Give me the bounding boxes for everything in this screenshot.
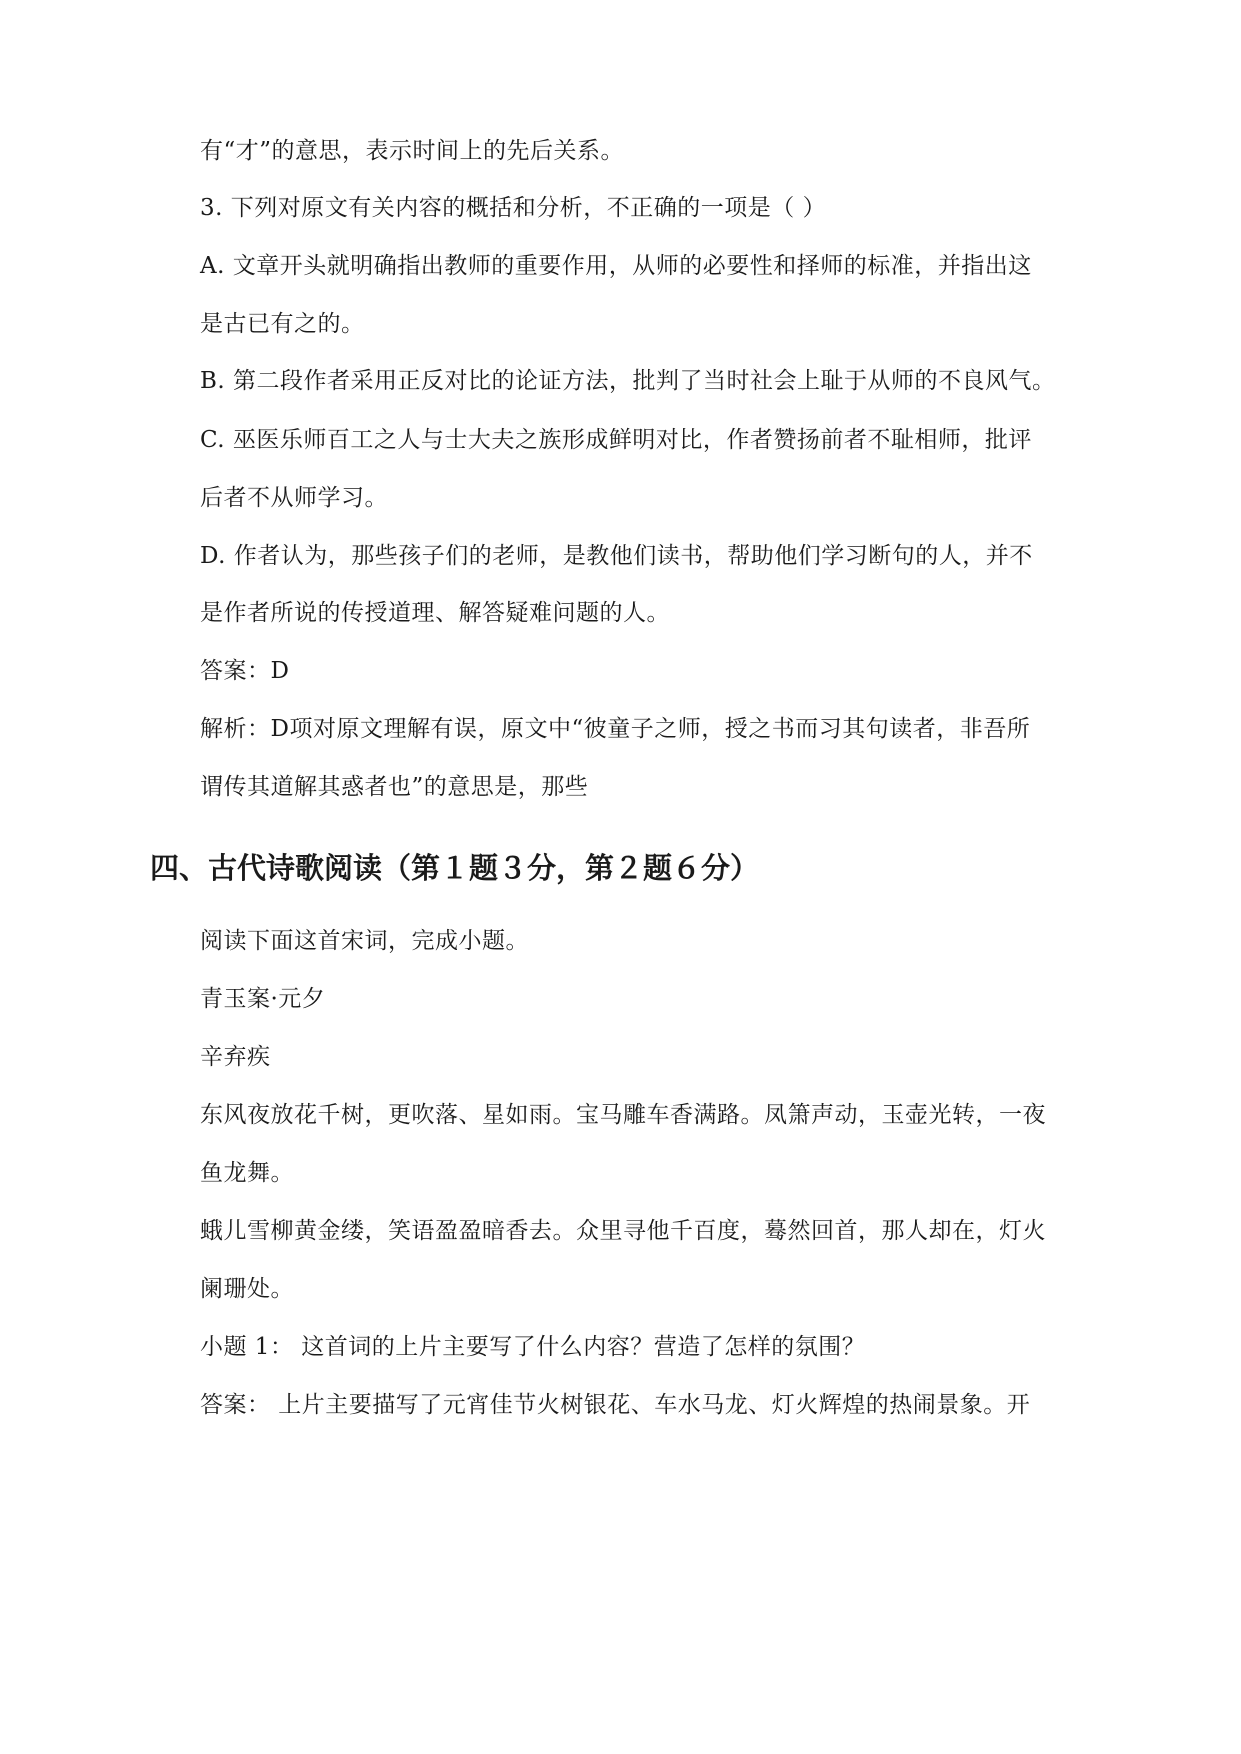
poem-title: 青玉案·元夕 — [200, 986, 326, 1012]
poem-line: 阑珊处。 — [200, 1276, 294, 1302]
subquestion-1-answer: 答案： 上片主要描写了元宵佳节火树银花、车水马龙、灯火辉煌的热闹景象。开 — [200, 1392, 1031, 1418]
option-c: C. 巫医乐师百工之人与士大夫之族形成鲜明对比，作者赞扬前者不耻相师，批评 — [200, 427, 1032, 453]
poem-line: 蛾儿雪柳黄金缕，笑语盈盈暗香去。众里寻他千百度，蓦然回首，那人却在，灯火 — [200, 1218, 1046, 1244]
answer-line: 答案：D — [200, 658, 290, 684]
option-a-continued: 是古已有之的。 — [200, 311, 365, 337]
section-heading: 四、古代诗歌阅读（第１题３分，第２题６分） — [150, 851, 760, 885]
poem-line: 东风夜放花千树，更吹落、星如雨。宝马雕车香满路。凤箫声动，玉壶光转，一夜 — [200, 1102, 1046, 1128]
analysis-line-continued: 谓传其道解其惑者也”的意思是，那些 — [200, 774, 589, 800]
option-c-continued: 后者不从师学习。 — [200, 485, 388, 511]
poem-author: 辛弃疾 — [200, 1044, 271, 1070]
option-d-continued: 是作者所说的传授道理、解答疑难问题的人。 — [200, 600, 670, 626]
question-3: 3. 下列对原文有关内容的概括和分析，不正确的一项是（ ） — [200, 195, 827, 221]
text-line: 有“才”的意思，表示时间上的先后关系。 — [200, 138, 625, 164]
option-b: B. 第二段作者采用正反对比的论证方法，批判了当时社会上耻于从师的不良风气。 — [200, 368, 1056, 394]
subquestion-1: 小题 1： 这首词的上片主要写了什么内容？营造了怎样的氛围？ — [200, 1334, 866, 1360]
instruction-line: 阅读下面这首宋词，完成小题。 — [200, 928, 529, 954]
option-d: D. 作者认为，那些孩子们的老师，是教他们读书，帮助他们学习断句的人，并不 — [200, 543, 1033, 569]
analysis-line: 解析：D项对原文理解有误，原文中“彼童子之师，授之书而习其句读者，非吾所 — [200, 716, 1031, 742]
poem-line: 鱼龙舞。 — [200, 1160, 294, 1186]
option-a: A. 文章开头就明确指出教师的重要作用，从师的必要性和择师的标准，并指出这 — [200, 253, 1032, 279]
